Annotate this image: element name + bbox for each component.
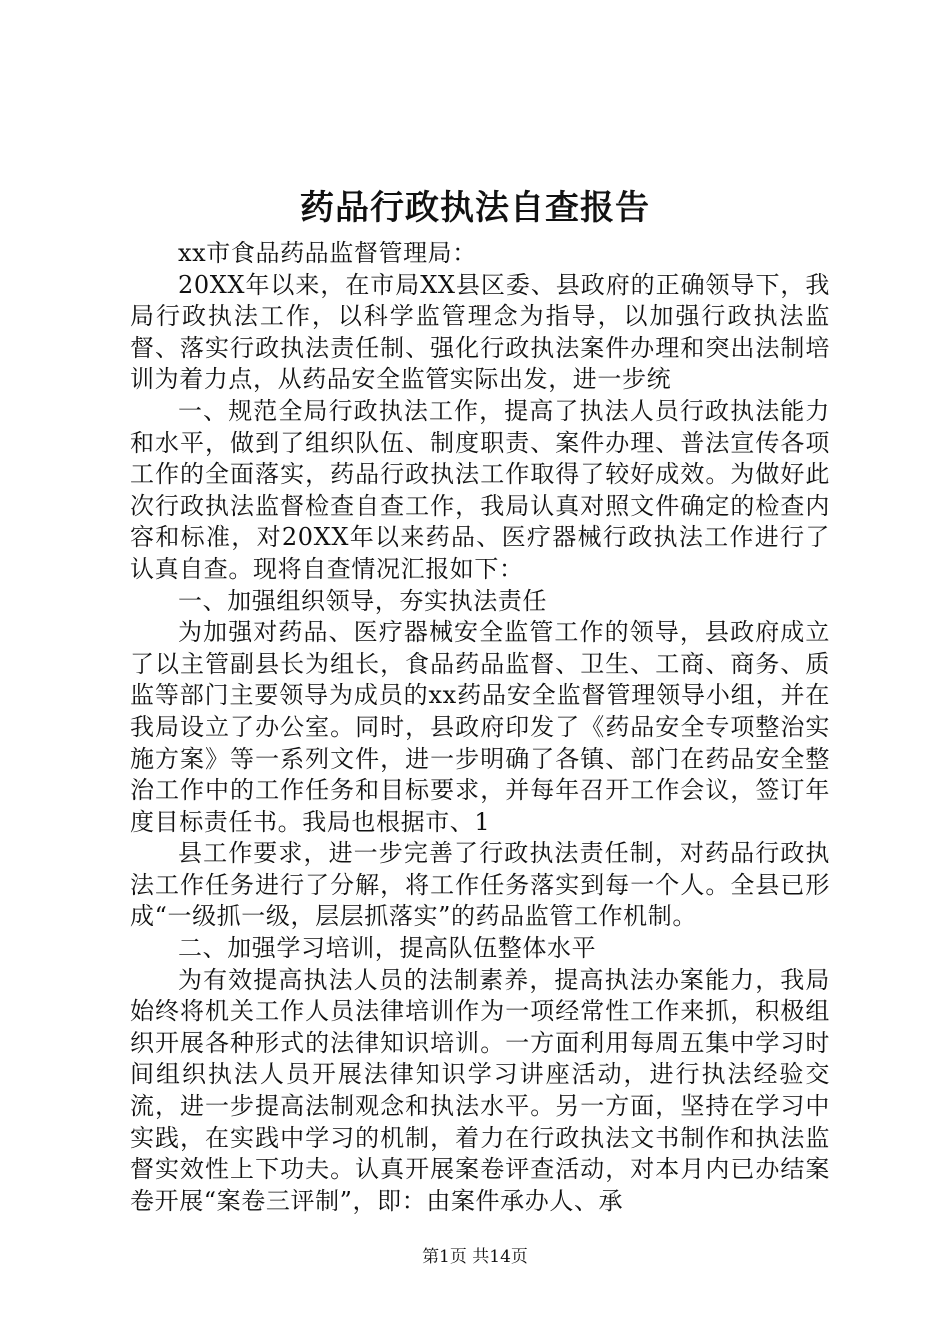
document-body xyxy=(130,238,830,1217)
body-paragraph: 县工作要求，进一步完善了行政执法责任制，对药品行政执法工作任务进行了分解，将工作任务落实到每一个人。全县已形成“一级抓一级，层层抓落实”的药品监管工作机制。 xyxy=(130,839,830,931)
addressee-line: xx市食品药品监督管理局： xyxy=(178,239,477,267)
section-heading: 一、加强组织领导，夯实执法责任 xyxy=(178,586,547,615)
body-paragraph: 为加强对药品、医疗器械安全监管工作的领导，县政府成立了以主管副县长为组长，食品药品监督、卫生、工商、商务、质监等部门主要领导为成员的xx药品安全监督管理领导小组，并在我局设立了办公室。同时，县政府印发了《药品安全专项整治实施方案》等一系列文件，进一步明确了各镇、部门在药品安全整治工作中的工作任务和目标要求，并每年召开工作会议，签订年度目标责任书。我局也根据市、1 xyxy=(130,618,830,836)
page-footer: 第1页 共14页 xyxy=(422,1247,528,1267)
body-paragraph: 20XX年以来，在市局XX县区委、县政府的正确领导下，我局行政执法工作，以科学监管理念为指导，以加强行政执法监督、落实行政执法责任制、强化行政执法案件办理和突出法制培训为着力点，从药品安全监管实际出发，进一步统 xyxy=(130,270,830,394)
section-heading: 二、加强学习培训，提高队伍整体水平 xyxy=(178,934,597,963)
document-title: 药品行政执法自查报告 xyxy=(300,188,650,228)
body-paragraph: 一、规范全局行政执法工作，提高了执法人员行政执法能力和水平，做到了组织队伍、制度职责、案件办理、普法宣传各项工作的全面落实，药品行政执法工作取得了较好成效。为做好此次行政执法监督检查自查工作，我局认真对照文件确定的检查内容和标准，对20XX年以来药品、医疗器械行政执法工作进行了认真自查。现将自查情况汇报如下： xyxy=(130,396,830,583)
body-paragraph: 为有效提高执法人员的法制素养，提高执法办案能力，我局始终将机关工作人员法律培训作为一项经常性工作来抓，积极组织开展各种形式的法律知识培训。一方面利用每周五集中学习时间组织执法人员开展法律知识学习讲座活动，进行执法经验交流，进一步提高法制观念和执法水平。另一方面，坚持在学习中实践，在实践中学习的机制，着力在行政执法文书制作和执法监督实效性上下功夫。认真开展案卷评查活动，对本月内已办结案卷开展“案卷三评制”，即：由案件承办人、承 xyxy=(130,965,830,1215)
